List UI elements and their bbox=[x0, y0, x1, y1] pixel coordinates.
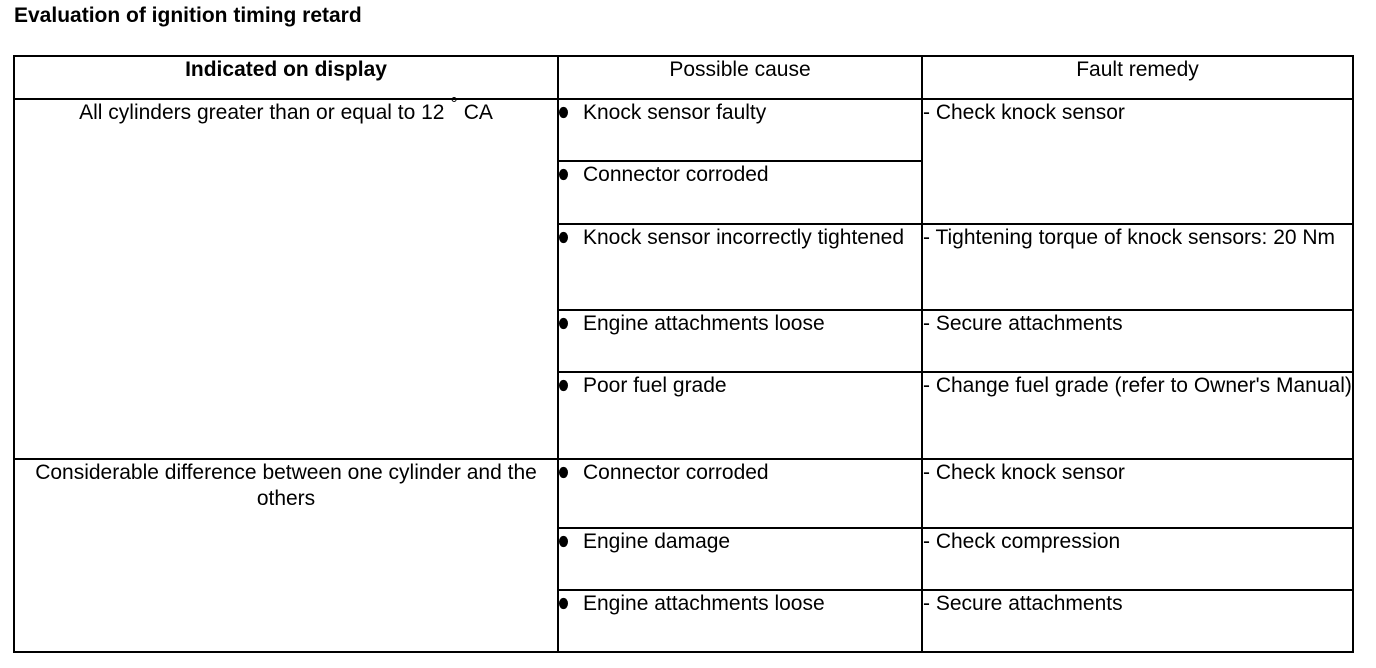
display-text: All cylinders greater than or equal to 12 bbox=[79, 101, 445, 124]
ignition-timing-table bbox=[13, 55, 1354, 653]
remedy-cell: - Change fuel grade (refer to Owner's Manual) bbox=[922, 372, 1353, 459]
header-possible-cause: Possible cause bbox=[558, 56, 922, 99]
remedy-cell: - Check compression bbox=[922, 528, 1353, 590]
remedy-cell: - Secure attachments bbox=[922, 590, 1353, 652]
header-row bbox=[14, 56, 1353, 99]
cause-text: Connector corroded bbox=[583, 163, 769, 186]
degree-symbol: ° bbox=[450, 94, 458, 114]
cause-cell bbox=[558, 310, 922, 372]
remedy-cell: - Check knock sensor bbox=[922, 459, 1353, 528]
cause-text: Engine damage bbox=[583, 530, 731, 553]
bullet-icon bbox=[559, 318, 568, 329]
cause-text: Poor fuel grade bbox=[583, 374, 727, 397]
bullet-icon bbox=[559, 536, 568, 547]
remedy-cell: - Secure attachments bbox=[922, 310, 1353, 372]
display-cylinder-difference: Considerable difference between one cylinder and the others bbox=[14, 459, 558, 652]
bullet-icon bbox=[559, 169, 568, 180]
bullet-icon bbox=[559, 467, 568, 478]
cause-cell bbox=[558, 590, 922, 652]
remedy-cell: - Tightening torque of knock sensors: 20 Nm bbox=[922, 224, 1353, 310]
bullet-icon bbox=[559, 107, 568, 118]
bullet-icon bbox=[559, 232, 568, 243]
cause-text: Engine attachments loose bbox=[583, 592, 825, 615]
display-unit: CA bbox=[463, 101, 493, 124]
cause-cell bbox=[558, 459, 922, 528]
cause-cell bbox=[558, 224, 922, 310]
display-all-cylinders bbox=[14, 94, 558, 459]
cause-text: Engine attachments loose bbox=[583, 312, 825, 335]
remedy-cell: - Check knock sensor bbox=[922, 99, 1353, 224]
cause-cell bbox=[558, 99, 922, 161]
cause-cell bbox=[558, 161, 922, 224]
table-row bbox=[14, 459, 1353, 528]
table-row bbox=[14, 99, 1353, 161]
cause-text: Knock sensor faulty bbox=[583, 101, 767, 124]
bullet-icon bbox=[559, 380, 568, 391]
document-title: Evaluation of ignition timing retard bbox=[14, 4, 362, 27]
header-indicated-on-display: Indicated on display bbox=[14, 56, 558, 99]
header-fault-remedy: Fault remedy bbox=[922, 56, 1353, 99]
cause-text: Knock sensor incorrectly tightened bbox=[583, 226, 904, 249]
cause-text: Connector corroded bbox=[583, 461, 769, 484]
cause-cell bbox=[558, 528, 922, 590]
cause-cell bbox=[558, 372, 922, 459]
bullet-icon bbox=[559, 598, 568, 609]
